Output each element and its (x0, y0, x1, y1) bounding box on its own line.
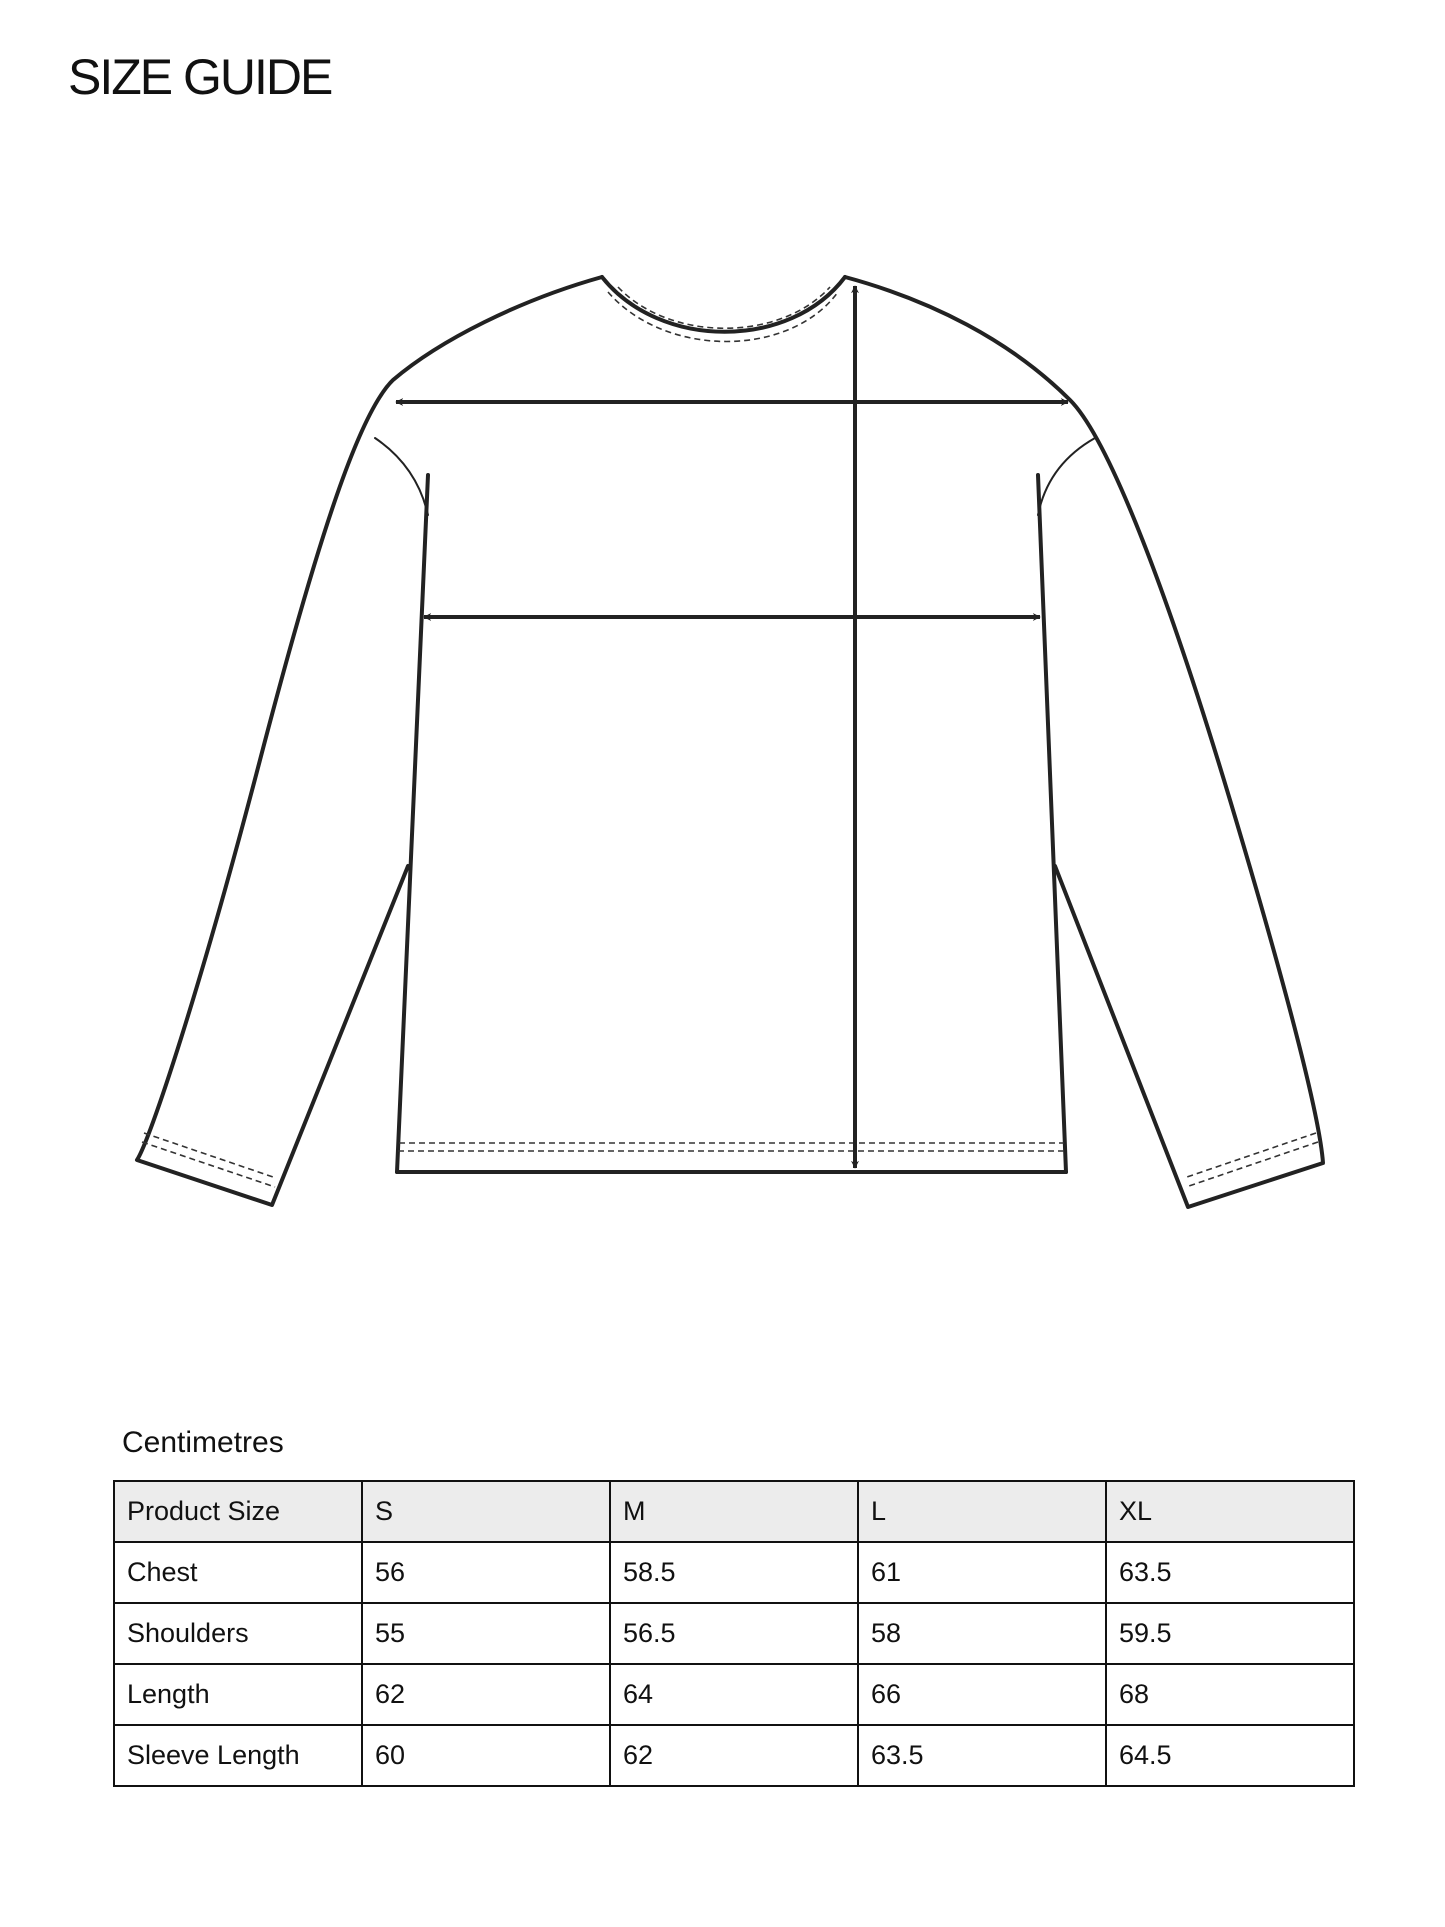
table-cell: 60 (362, 1725, 610, 1786)
table-cell: 58.5 (610, 1542, 858, 1603)
table-cell: 66 (858, 1664, 1106, 1725)
column-header: XL (1106, 1481, 1354, 1542)
table-cell: 59.5 (1106, 1603, 1354, 1664)
table-header-row (114, 1481, 1354, 1542)
column-header: M (610, 1481, 858, 1542)
table-cell: 64.5 (1106, 1725, 1354, 1786)
table-cell: 56.5 (610, 1603, 858, 1664)
table-cell: 61 (858, 1542, 1106, 1603)
table-row (114, 1664, 1354, 1725)
left-armhole (375, 438, 428, 515)
page-title: SIZE GUIDE (68, 49, 332, 105)
table-cell: 63.5 (858, 1725, 1106, 1786)
column-header: Product Size (114, 1481, 362, 1542)
left-sleeve-outline (137, 277, 602, 1205)
right-side-seam (1038, 475, 1066, 1172)
row-label: Shoulders (114, 1603, 362, 1664)
table-row (114, 1542, 1354, 1603)
table-cell: 68 (1106, 1664, 1354, 1725)
row-label: Chest (114, 1542, 362, 1603)
table-cell: 55 (362, 1603, 610, 1664)
table-cell: 62 (610, 1725, 858, 1786)
neckline (602, 277, 845, 332)
tshirt-outline (137, 277, 1323, 1207)
stitch-lines (142, 287, 1318, 1187)
column-header: S (362, 1481, 610, 1542)
row-label: Length (114, 1664, 362, 1725)
table-cell: 63.5 (1106, 1542, 1354, 1603)
table-cell: 64 (610, 1664, 858, 1725)
measurement-arrows (396, 286, 1068, 1168)
right-armhole (1038, 438, 1095, 515)
units-label: Centimetres (122, 1426, 284, 1459)
row-label: Sleeve Length (114, 1725, 362, 1786)
table-row (114, 1603, 1354, 1664)
table-cell: 58 (858, 1603, 1106, 1664)
column-header: L (858, 1481, 1106, 1542)
table-cell: 56 (362, 1542, 610, 1603)
right-sleeve-outline (845, 277, 1323, 1207)
table-row (114, 1725, 1354, 1786)
size-table (113, 1480, 1355, 1787)
left-side-seam (397, 475, 428, 1172)
table-cell: 62 (362, 1664, 610, 1725)
